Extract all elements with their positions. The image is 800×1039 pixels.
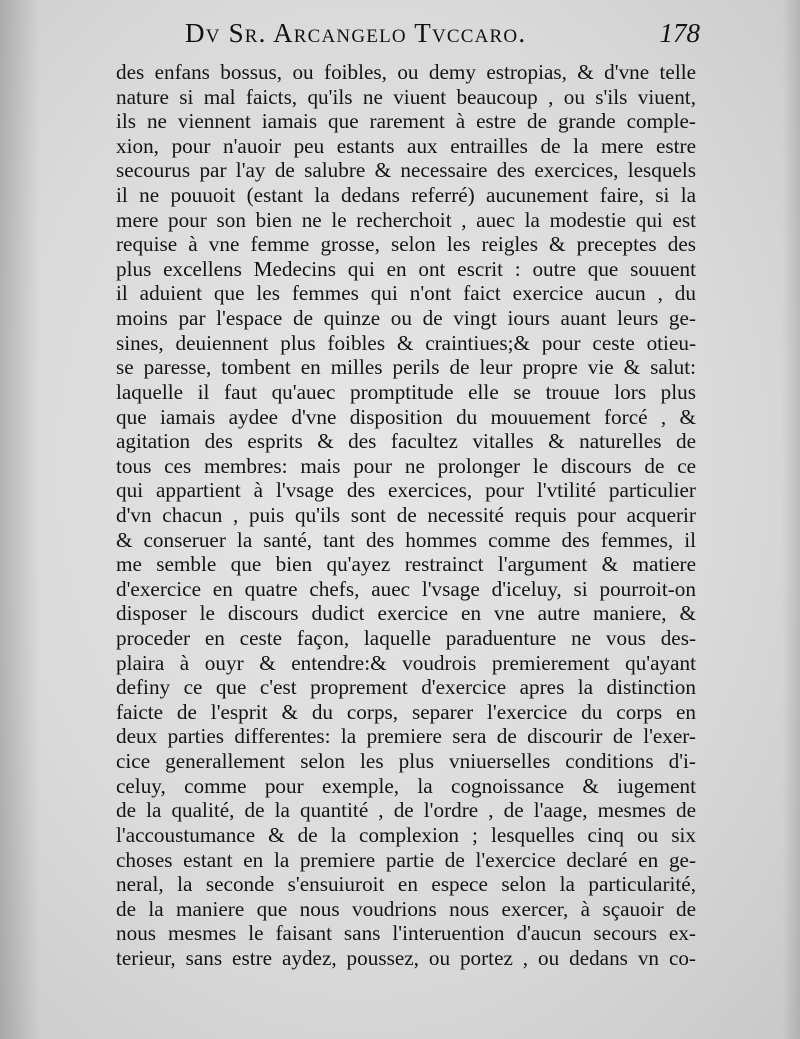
text-line: ils ne viennent iamais que rarement à estre de grande comple- xyxy=(116,109,696,134)
page-number: 178 xyxy=(659,18,700,48)
text-line: tous ces membres: mais pour ne prolonger le discours de ce xyxy=(116,453,696,478)
text-line: mere pour son bien ne le recherchoit , auec la modestie qui est xyxy=(116,207,696,232)
page-header xyxy=(185,18,700,54)
text-line: de la qualité, de la quantité , de l'ordre , de l'aage, mesmes de xyxy=(116,798,696,823)
text-line: sines, deuiennent plus foibles & craintiues;& pour ceste otieu- xyxy=(116,330,696,355)
text-line: deux parties differentes: la premiere sera de discourir de l'exer- xyxy=(116,724,696,749)
text-line: plaira à ouyr & entendre:& voudrois premierement qu'ayant xyxy=(116,650,696,675)
text-line: celuy, comme pour exemple, la cognoissance & iugement xyxy=(116,773,696,798)
text-line: il aduient que les femmes qui n'ont faict exercice aucun , du xyxy=(116,281,696,306)
text-line: secourus par l'ay de salubre & necessaire des exercices, lesquels xyxy=(116,158,696,183)
text-line: me semble que bien qu'ayez restrainct l'argument & matiere xyxy=(116,552,696,577)
text-line: neral, la seconde s'ensuiuroit en espece selon la particularité, xyxy=(116,872,696,897)
text-line: nous mesmes le faisant sans l'interuention d'aucun secours ex- xyxy=(116,921,696,946)
text-line: qui appartient à l'vsage des exercices, pour l'vtilité particulier xyxy=(116,478,696,503)
text-line: choses estant en la premiere partie de l'exercice declaré en ge- xyxy=(116,847,696,872)
text-line: terieur, sans estre aydez, poussez, ou portez , ou dedans vn co- xyxy=(116,945,696,970)
text-line: definy ce que c'est proprement d'exercice apres la distinction xyxy=(116,675,696,700)
text-line: l'accoustumance & de la complexion ; lesquelles cinq ou six xyxy=(116,822,696,847)
text-line: xion, pour n'auoir peu estants aux entrailles de la mere estre xyxy=(116,133,696,158)
text-line: nature si mal faicts, qu'ils ne viuent beaucoup , ou s'ils viuent, xyxy=(116,84,696,109)
text-line: se paresse, tombent en milles perils de leur propre vie & salut: xyxy=(116,355,696,380)
text-line: faicte de l'esprit & du corps, separer l'exercice du corps en xyxy=(116,699,696,724)
body-text xyxy=(116,60,696,971)
text-line: proceder en ceste façon, laquelle paraduenture ne vous des- xyxy=(116,626,696,651)
text-line: cice generallement selon les plus vniuerselles conditions d'i- xyxy=(116,749,696,774)
text-line: plus excellens Medecins qui en ont escrit : outre que souuent xyxy=(116,256,696,281)
text-line: agitation des esprits & des facultez vitalles & naturelles de xyxy=(116,429,696,454)
text-line: des enfans bossus, ou foibles, ou demy estropias, & d'vne telle xyxy=(116,60,696,84)
running-head: Dv Sr. Arcangelo Tvccaro. xyxy=(185,18,527,48)
text-line: il ne pouuoit (estant la dedans referré) aucunement faire, si la xyxy=(116,183,696,208)
text-line: laquelle il faut qu'auec promptitude elle se trouue lors plus xyxy=(116,379,696,404)
text-line: disposer le discours dudict exercice en vne autre maniere, & xyxy=(116,601,696,626)
text-line: d'exercice en quatre chefs, auec l'vsage d'iceluy, si pourroit-on xyxy=(116,576,696,601)
text-line: d'vn chacun , puis qu'ils sont de necessité requis pour acquerir xyxy=(116,502,696,527)
text-line: requise à vne femme grosse, selon les reigles & preceptes des xyxy=(116,232,696,257)
text-line: & conseruer la santé, tant des hommes comme des femmes, il xyxy=(116,527,696,552)
text-line: que iamais aydee d'vne disposition du mouuement forcé , & xyxy=(116,404,696,429)
text-line: de la maniere que nous voudrions nous exercer, à sçauoir de xyxy=(116,896,696,921)
text-line: moins par l'espace de quinze ou de vingt iours auant leurs ge- xyxy=(116,306,696,331)
